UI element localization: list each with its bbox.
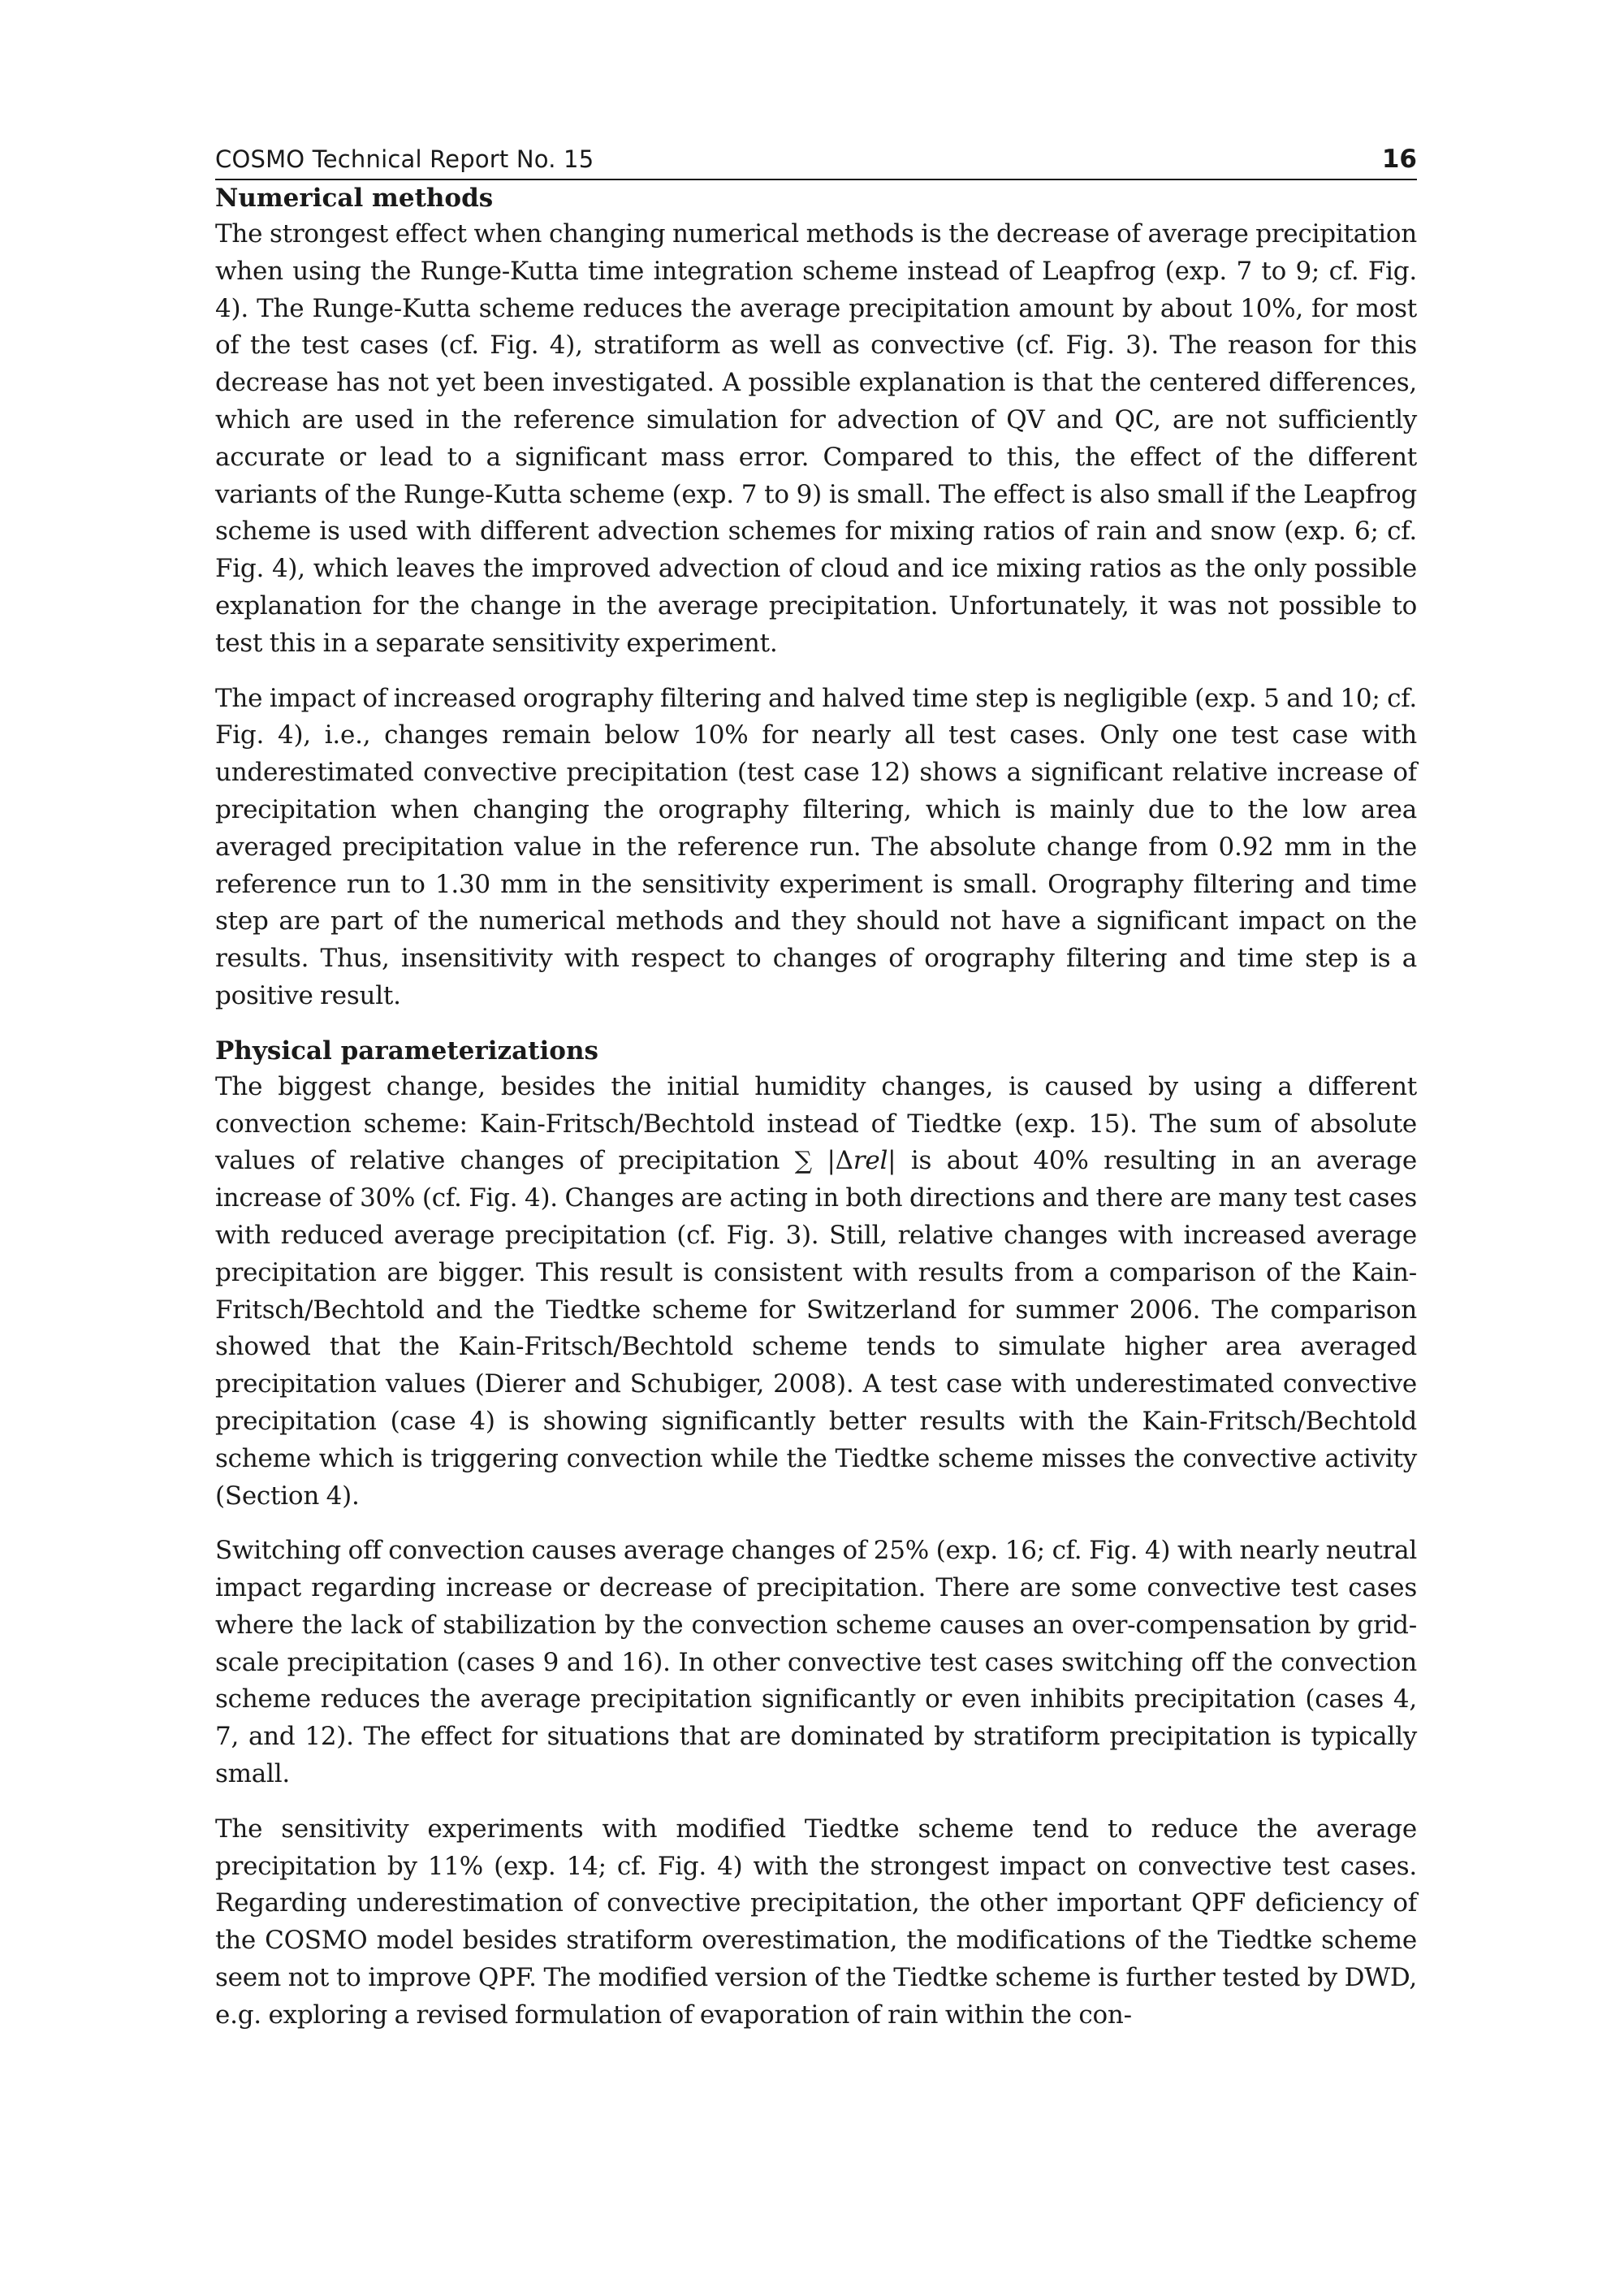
sum-symbol: ∑ <box>794 1147 812 1176</box>
document-page <box>215 145 1417 2052</box>
section-heading-numerical-methods: Numerical methods <box>215 184 494 213</box>
formula-variable: rel <box>853 1146 888 1176</box>
paragraph: The sensitivity experiments with modified Tiedtke scheme tend to reduce the average precipitation by 11% (exp. 14; cf. Fig. 4) with the strongest impact on convective test cases. Regarding underestimation of convective precipitation, the other important QPF deficiency of the COSMO model besides stratiform overestimation, the modifications of the Tiedtke scheme seem not to improve QPF. The modified version of the Tiedtke scheme is further tested by DWD, e.g. exploring a revised formulation of evaporation of rain within the con- <box>215 1814 1417 2030</box>
section-heading-physical-parameterizations: Physical parameterizations <box>215 1036 598 1066</box>
sum-abs-rel-change-formula <box>795 1146 896 1175</box>
running-title: COSMO Technical Report No. 15 <box>215 145 594 173</box>
paragraph-text-before-formula: The biggest change, besides the initial humidity changes, is caused by using a different convection scheme: Kain-Fritsch/Bechtold instead of Tiedtke (exp. 15). The sum of absolute values of relative changes of precipitation <box>215 1071 1417 1176</box>
paragraph-with-formula <box>215 1069 1417 1516</box>
formula-open: |Δ <box>827 1146 853 1176</box>
page-number: 16 <box>1381 145 1417 174</box>
formula-close: | <box>888 1146 896 1176</box>
paragraph: The impact of increased orography filtering and halved time step is negligible (exp. 5 and 10; cf. Fig. 4), i.e., changes remain below 10% for nearly all test cases. Only one test case with underestimated convective precipitation (test case 12) shows a significant relative increase of precipitation when changing the orography filtering, which is mainly due to the low area averaged precipitation value in the reference run. The absolute change from 0.92 mm in the reference run to 1.30 mm in the sensitivity experiment is small. Orography filtering and time step are part of the numerical methods and they should not have a significant impact on the results. Thus, insensitivity with respect to changes of orography filtering and time step is a positive result. <box>215 683 1417 1010</box>
running-header <box>215 145 1417 180</box>
paragraph-text-after-formula: is about 40% resulting in an average increase of 30% (cf. Fig. 4). Changes are acting in both directions and there are many test cases with reduced average precipitation (cf. Fig. 3). Still, relative changes with increased average precipitation are bigger. This result is consistent with results from a comparison of the Kain-Fritsch/Bechtold and the Tiedtke scheme for Switzerland for summer 2006. The comparison showed that the Kain-Fritsch/Bechtold scheme tends to simulate higher area averaged precipitation values (Dierer and Schubiger, 2008). A test case with underestimated convective precipitation (case 4) is showing significantly better results with the Kain-Fritsch/Bechtold scheme which is triggering convection while the Tiedtke scheme misses the convective activity (Section 4). <box>215 1146 1417 1511</box>
paragraph: The strongest effect when changing numerical methods is the decrease of average precipitation when using the Runge-Kutta time integration scheme instead of Leapfrog (exp. 7 to 9; cf. Fig. 4). The Runge-Kutta scheme reduces the average precipitation amount by about 10%, for most of the test cases (cf. Fig. 4), stratiform as well as convective (cf. Fig. 3). The reason for this decrease has not yet been investigated. A possible explanation is that the centered differences, which are used in the reference simulation for advection of QV and QC, are not sufficiently accurate or lead to a significant mass error. Compared to this, the effect of the different variants of the Runge-Kutta scheme (exp. 7 to 9) is small. The effect is also small if the Leapfrog scheme is used with different advection schemes for mixing ratios of rain and snow (exp. 6; cf. Fig. 4), which leaves the improved advection of cloud and ice mixing ratios as the only possible explanation for the change in the average precipitation. Unfortunately, it was not possible to test this in a separate sensitivity experiment. <box>215 219 1417 658</box>
paragraph: Switching off convection causes average changes of 25% (exp. 16; cf. Fig. 4) with nearly neutral impact regarding increase or decrease of precipitation. There are some convective test cases where the lack of stabilization by the convection scheme causes an over-compensation by grid-scale precipitation (cases 9 and 16). In other convective test cases switching off the convection scheme reduces the average precipitation significantly or even inhibits precipitation (cases 4, 7, and 12). The effect for situations that are dominated by stratiform precipitation is typically small. <box>215 1536 1417 1789</box>
